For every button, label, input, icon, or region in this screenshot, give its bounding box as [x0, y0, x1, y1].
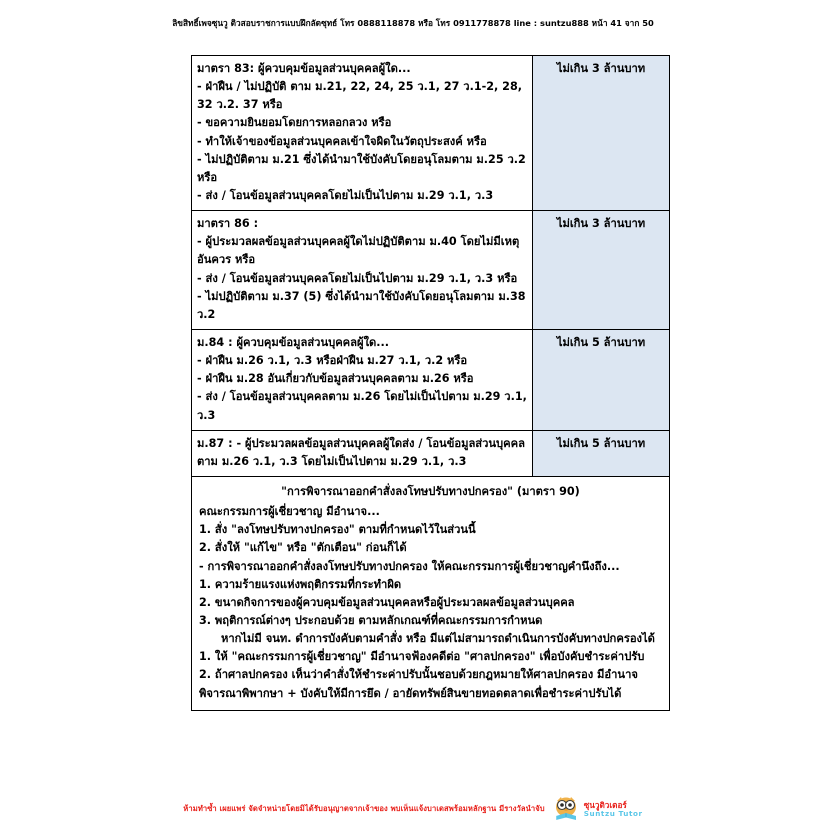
offence-line: - ฝ่าฝืน / ไม่ปฏิบัติ ตาม ม.21, 22, 24, 25 ว.1, 27 ว.1-2, 28, 32 ว.2. 37 หรือ: [197, 80, 523, 112]
table-row-summary: [192, 476, 670, 710]
block-line: 1. สั่ง "ลงโทษปรับทางปกครอง" ตามที่กำหนดไว้ในส่วนนี้: [199, 523, 476, 537]
table-row: [192, 56, 670, 211]
offence-line: - ส่ง / โอนข้อมูลส่วนบุคคลโดยไม่เป็นไปตาม ม.29 ว.1, ว.3: [197, 188, 494, 202]
brand-text: [584, 801, 643, 817]
offence-cell: [192, 56, 533, 211]
block-line: - การพิจารณาออกคำสั่งลงโทษปรับทางปกครอง ให้คณะกรรมการผู้เชี่ยวชาญคำนึงถึง...: [199, 559, 620, 573]
brand-name-en: Suntzu Tutor: [583, 808, 643, 818]
administrative-fine-block: [192, 476, 670, 710]
block-line: 1. ความร้ายแรงแห่งพฤติกรรมที่กระทำผิด: [199, 577, 402, 591]
penalty-table-body: [192, 56, 670, 711]
offence-cell: [192, 329, 533, 430]
block-line: คณะกรรมการผู้เชี่ยวชาญ มีอำนาจ...: [199, 505, 380, 519]
page-header: ลิขสิทธิ์เพจซุนวู ติวสอบราชการแบบฝึกลัดซุทธ์ โทร 0888118878 หรือ โทร 0911778878 line : suntzu888 หน้า 41 จาก 50: [172, 18, 654, 28]
penalty-table: [191, 55, 670, 711]
offence-line: ม.84 : ผู้ควบคุมข้อมูลส่วนบุคคลผู้ใด...: [197, 335, 390, 349]
penalty-cell: ไม่เกิน 5 ล้านบาท: [533, 329, 670, 430]
block-line: 2. ขนาดกิจการของผู้ควบคุมข้อมูลส่วนบุคคลหรือผู้ประมวลผลข้อมูลส่วนบุคคล: [199, 595, 575, 609]
block-line: 3. พฤติการณ์ต่างๆ ประกอบด้วย ตามหลักเกณฑ์ที่คณะกรรมการกำหนด: [199, 613, 543, 627]
owl-icon: [551, 794, 581, 824]
offence-line: - ส่ง / โอนข้อมูลส่วนบุคคลตาม ม.26 โดยไม่เป็นไปตาม ม.29 ว.1, ว.3: [197, 390, 527, 422]
offence-cell: [192, 430, 533, 476]
block-line: 2. สั่งให้ "แก้ไข" หรือ "ตักเตือน" ก่อนก็ได้: [199, 541, 407, 555]
penalty-cell: ไม่เกิน 3 ล้านบาท: [533, 211, 670, 330]
offence-line: - ขอความยินยอมโดยการหลอกลวง หรือ: [197, 116, 392, 130]
table-row: [192, 430, 670, 476]
offence-line: - ฝ่าฝืน ม.28 อันเกี่ยวกับข้อมูลส่วนบุคคลตาม ม.26 หรือ: [197, 372, 474, 386]
block-tail-line: พิจารณาพิพากษา + บังคับให้มีการยึด / อายัดทรัพย์สินขายทอดตลาดเพื่อชำระค่าปรับได้: [199, 686, 622, 700]
table-row: [192, 329, 670, 430]
penalty-cell: ไม่เกิน 5 ล้านบาท: [533, 430, 670, 476]
offence-line: - ผู้ประมวลผลข้อมูลส่วนบุคคลผู้ใดไม่ปฏิบัติตาม ม.40 โดยไม่มีเหตุอันควร หรือ: [197, 235, 520, 267]
offence-line: - ทำให้เจ้าของข้อมูลส่วนบุคคลเข้าใจผิดในวัตถุประสงค์ หรือ: [197, 134, 487, 148]
copyright-warning: ห้ามทำซ้ำ เผยแพร่ จัดจำหน่ายโดยมิได้รับอนุญาตจากเจ้าของ พบเห็นแจ้งบาเดสพร้อมหลักฐาน มีรางวัลนำจับ: [183, 804, 545, 813]
block-indent-line: หากไม่มี จนท. ดำการบังคับตามคำสั่ง หรือ มีแต่ไม่สามารถดำเนินการบังคับทางปกครองได้: [221, 632, 655, 646]
offence-line: มาตรา 83: ผู้ควบคุมข้อมูลส่วนบุคคลผู้ใด...: [197, 62, 411, 75]
offence-line: - ไม่ปฏิบัติตาม ม.37 (5) ซึ่งได้นำมาใช้บังคับโดยอนุโลมตาม ม.38 ว.2: [197, 289, 526, 321]
block-tail-line: 1. ให้ "คณะกรรมการผู้เชี่ยวชาญ" มีอำนาจฟ้องคดีต่อ "ศาลปกครอง" เพื่อบังคับชำระค่าปรับ: [199, 650, 645, 664]
brand-logo: [551, 794, 643, 824]
offence-cell: [192, 211, 533, 330]
block-tail-line: 2. ถ้าศาลปกครอง เห็นว่าคำสั่งให้ชำระค่าปรับนั้นชอบด้วยกฎหมายให้ศาลปกครอง มีอำนาจ: [199, 668, 638, 682]
page-footer: [0, 794, 826, 824]
offence-line: - ฝ่าฝืน ม.26 ว.1, ว.3 หรือฝ่าฝืน ม.27 ว.1, ว.2 หรือ: [197, 354, 468, 368]
offence-line: - ไม่ปฏิบัติตาม ม.21 ซึ่งได้นำมาใช้บังคับโดยอนุโลมตาม ม.25 ว.2 หรือ: [197, 152, 526, 184]
block-title: "การพิจารณาออกคำสั่งลงโทษปรับทางปกครอง" (มาตรา 90): [281, 484, 580, 498]
table-row: [192, 211, 670, 330]
offence-line: ม.87 : - ผู้ประมวลผลข้อมูลส่วนบุคคลผู้ใดส่ง / โอนข้อมูลส่วนบุคคลตาม ม.26 ว.1, ว.3 โดยไม่เป็นไปตาม ม.29 ว.1, ว.3: [197, 436, 525, 468]
offence-line: - ส่ง / โอนข้อมูลส่วนบุคคลโดยไม่เป็นไปตาม ม.29 ว.1, ว.3 หรือ: [197, 271, 518, 285]
offence-line: มาตรา 86 :: [197, 217, 259, 231]
brand-name-th: ซุนวูติวเตอร์: [583, 799, 627, 810]
penalty-cell: ไม่เกิน 3 ล้านบาท: [533, 56, 670, 211]
